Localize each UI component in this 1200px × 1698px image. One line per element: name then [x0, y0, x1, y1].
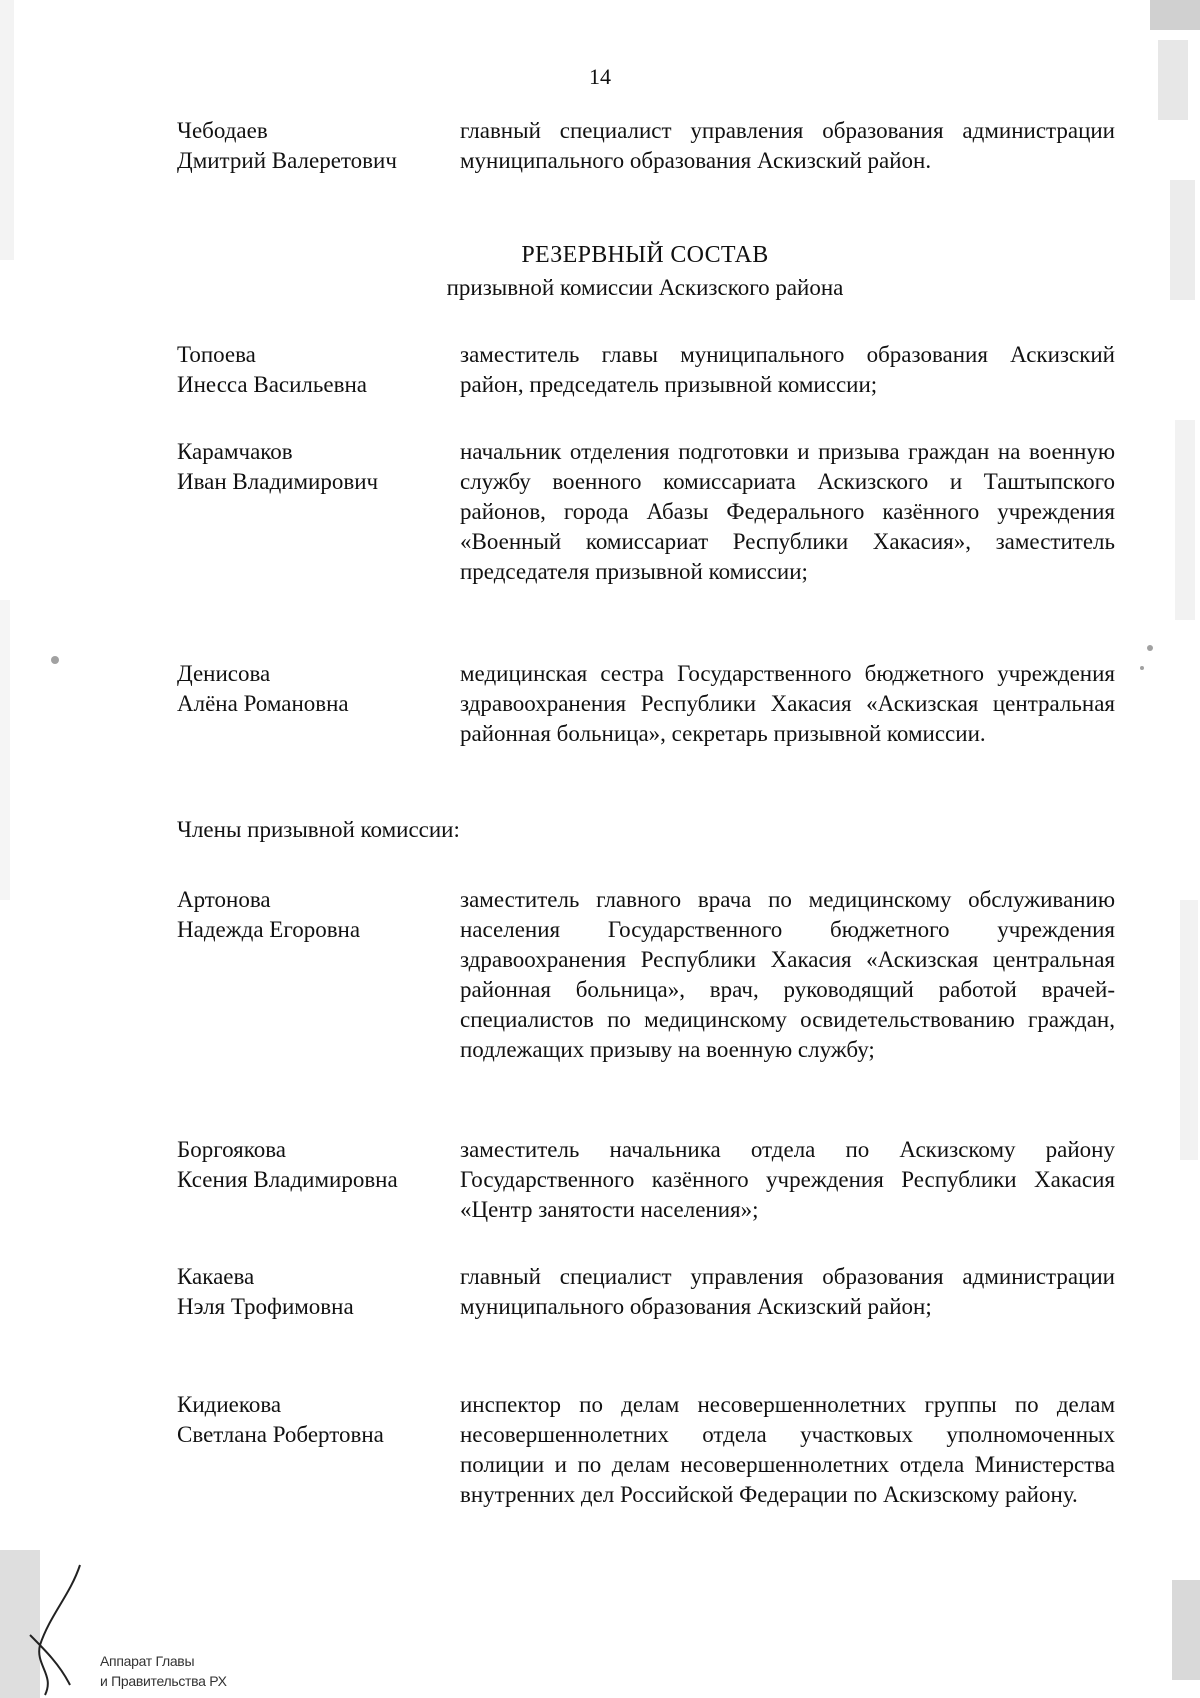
- person-surname: Топоева: [177, 342, 256, 367]
- person-name: [177, 340, 447, 400]
- person-given-names: Светлана Робертовна: [177, 1422, 384, 1447]
- person-surname: Боргоякова: [177, 1137, 286, 1162]
- person-position: заместитель главы муниципального образования Аскизский район, председатель призывной комиссии;: [460, 342, 1115, 397]
- stamp-line: и Правительства РХ: [100, 1673, 227, 1689]
- person-given-names: Инесса Васильевна: [177, 372, 367, 397]
- stamp: [0, 1555, 260, 1698]
- person-given-names: Дмитрий Валеретович: [177, 148, 397, 173]
- person-given-names: Ксения Владимировна: [177, 1167, 398, 1192]
- person-name: [177, 1135, 447, 1195]
- person-name: [177, 659, 447, 719]
- person-given-names: Иван Владимирович: [177, 469, 379, 494]
- page-number: 14: [589, 64, 611, 89]
- person-given-names: Алёна Романовна: [177, 691, 349, 716]
- person-position: главный специалист управления образования администрации муниципального образования Аскизский район.: [460, 118, 1115, 173]
- person-surname: Денисова: [177, 661, 271, 686]
- person-given-names: Нэля Трофимовна: [177, 1294, 354, 1319]
- section-title: РЕЗЕРВНЫЙ СОСТАВ: [521, 242, 769, 268]
- person-position: заместитель начальника отдела по Аскизскому району Государственного казённого учреждения Республики Хакасия «Центр занятости населения»;: [460, 1137, 1115, 1222]
- person-position: начальник отделения подготовки и призыва граждан на военную службу военного комиссариата Аскизского и Таштыпского районов, города Абазы Федерального казённого учреждения «Военный комиссариат Республики Хакасия», заместитель председателя призывной комиссии;: [460, 439, 1115, 584]
- person-name: [177, 885, 447, 945]
- person-surname: Кидиекова: [177, 1392, 282, 1417]
- person-position: главный специалист управления образования администрации муниципального образования Аскизский район;: [460, 1264, 1115, 1319]
- members-heading: Члены призывной комиссии:: [177, 817, 460, 842]
- person-surname: Артонова: [177, 887, 271, 912]
- person-position: медицинская сестра Государственного бюджетного учреждения здравоохранения Республики Хакасия «Аскизская центральная районная больница», секретарь призывной комиссии.: [460, 661, 1115, 746]
- person-position: инспектор по делам несовершеннолетних группы по делам несовершеннолетних отдела участковых уполномоченных полиции и по делам несовершеннолетних отдела Министерства внутренних дел Российской Федерации по Аскизскому району.: [460, 1392, 1115, 1507]
- person-given-names: Надежда Егоровна: [177, 917, 361, 942]
- person-name: [177, 116, 447, 176]
- person-name: [177, 1262, 447, 1322]
- person-name: [177, 437, 447, 497]
- person-name: [177, 1390, 447, 1450]
- stamp-line: Аппарат Главы: [100, 1653, 195, 1669]
- person-surname: Чебодаев: [177, 118, 268, 143]
- section-subtitle: призывной комиссии Аскизского района: [446, 275, 844, 300]
- person-position: заместитель главного врача по медицинскому обслуживанию населения Государственного бюджетного учреждения здравоохранения Республики Хакасия «Аскизская центральная районная больница», врач, руководящий работой врачей-специалистов по медицинскому освидетельствованию граждан, подлежащих призыву на военную службу;: [460, 887, 1115, 1062]
- person-surname: Какаева: [177, 1264, 255, 1289]
- person-surname: Карамчаков: [177, 439, 293, 464]
